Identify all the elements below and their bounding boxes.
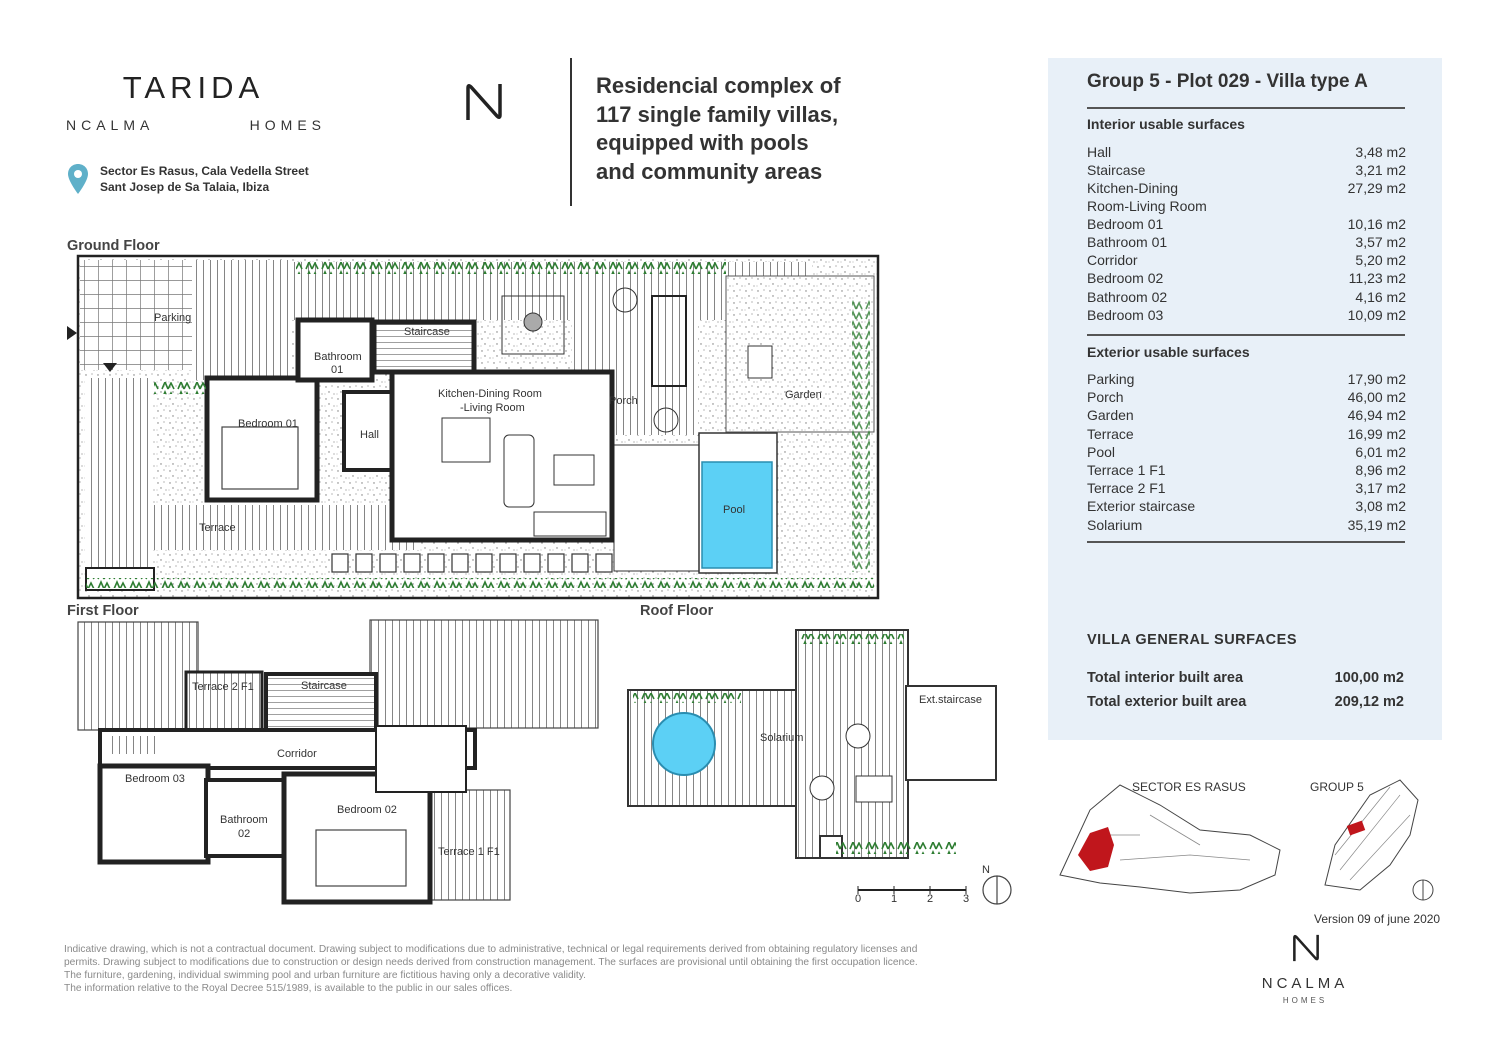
surface-value: 5,20 m2 <box>1355 252 1406 269</box>
list-item <box>1087 461 1406 479</box>
surface-label: Room-Living Room <box>1087 197 1207 214</box>
room-label: -Living Room <box>460 402 525 414</box>
room-label: Porch <box>609 395 638 407</box>
surface-label: Kitchen-Dining <box>1087 180 1179 197</box>
list-item <box>1087 443 1406 461</box>
north-compass-icon <box>983 876 1011 904</box>
disclaimer <box>64 943 964 995</box>
list-item <box>1087 479 1406 497</box>
surface-value: 16,99 m2 <box>1347 425 1406 442</box>
list-item <box>1087 179 1406 197</box>
scale-bar <box>858 886 966 894</box>
room-label: Parking <box>154 312 192 324</box>
group-map-title: GROUP 5 <box>1310 780 1364 794</box>
scale-tick-label: 2 <box>927 893 934 905</box>
surface-label: Terrace 2 F1 <box>1087 480 1166 497</box>
version-label: Version 09 of june 2020 <box>1314 912 1441 926</box>
first-floor-label: First Floor <box>67 603 139 619</box>
room-label: Terrace 1 F1 <box>438 846 500 858</box>
tagline-line: Residencial complex of <box>596 73 841 98</box>
room-label: Staircase <box>404 326 450 338</box>
surface-value: 3,08 m2 <box>1355 498 1406 515</box>
list-item <box>1087 161 1406 179</box>
brand-name: TARIDA <box>122 70 265 105</box>
roof-floor-plan <box>628 630 996 858</box>
disclaimer-line: The furniture, gardening, individual swimming pool and urban furniture are fictitious having only a decorative validity. <box>64 970 586 981</box>
list-item <box>1087 425 1406 443</box>
list-item <box>1087 690 1404 714</box>
address-line-2: Sant Josep de Sa Talaia, Ibiza <box>100 180 270 194</box>
room-label: Garden <box>785 389 822 401</box>
brand-sub-left: NCALMA <box>66 117 155 133</box>
list-item <box>1087 269 1406 287</box>
group-map <box>1325 780 1433 900</box>
general-heading: VILLA GENERAL SURFACES <box>1087 632 1297 648</box>
roof-pool-shape <box>653 713 715 775</box>
first-floor-plan <box>78 620 598 902</box>
list-item <box>1087 666 1404 690</box>
surface-value: 35,19 m2 <box>1347 516 1406 533</box>
general-list <box>1087 666 1404 714</box>
room-label: Staircase <box>301 680 347 692</box>
address-line-1: Sector Es Rasus, Cala Vedella Street <box>100 164 309 178</box>
panel-divider <box>1087 107 1405 109</box>
surface-label: Total interior built area <box>1087 670 1244 686</box>
ncalma-n-logo-icon <box>1290 932 1322 964</box>
room-label: Bedroom 03 <box>125 773 185 785</box>
surface-label: Bathroom 01 <box>1087 234 1168 251</box>
surface-value: 3,48 m2 <box>1355 144 1406 160</box>
surface-value: 3,17 m2 <box>1355 480 1406 497</box>
surface-label: Bathroom 02 <box>1087 288 1168 305</box>
list-item <box>1087 306 1406 324</box>
surface-label: Garden <box>1087 407 1134 424</box>
panel-divider <box>1087 541 1405 543</box>
roof-floor-label: Roof Floor <box>640 603 714 619</box>
disclaimer-line: permits. Drawing subject to modifications due to construction or design needs derived from construction management. The surfaces are provisional until obtaining the first occupation licence. <box>64 957 918 968</box>
list-item <box>1087 497 1406 515</box>
list-item <box>1087 370 1406 388</box>
scale-tick-label: 3 <box>963 893 970 905</box>
interior-heading: Interior usable surfaces <box>1087 116 1245 132</box>
list-item <box>1087 406 1406 424</box>
ground-floor-label: Ground Floor <box>67 238 160 254</box>
scale-tick-label: 1 <box>891 893 898 905</box>
sector-map <box>1060 785 1280 893</box>
surface-value: 3,21 m2 <box>1355 162 1406 179</box>
surface-label: Porch <box>1087 389 1124 406</box>
surface-label: Terrace 1 F1 <box>1087 462 1166 479</box>
surface-label: Bedroom 02 <box>1087 270 1164 287</box>
tagline-line: 117 single family villas, <box>596 101 839 127</box>
scale-tick-label: 0 <box>855 893 862 905</box>
surface-label: Pool <box>1087 443 1116 460</box>
surface-label: Parking <box>1087 371 1135 387</box>
surface-value: 17,90 m2 <box>1347 371 1406 387</box>
surface-value: 46,00 m2 <box>1347 389 1406 406</box>
ground-floor-plan <box>67 256 878 598</box>
surface-value: 100,00 m2 <box>1334 670 1404 686</box>
list-item <box>1087 215 1406 233</box>
exterior-list <box>1087 370 1406 534</box>
surface-label: Bedroom 01 <box>1087 215 1164 232</box>
room-label: Bedroom 01 <box>238 418 298 430</box>
surface-label: Total exterior built area <box>1087 694 1247 710</box>
list-item <box>1087 516 1406 534</box>
room-label: 02 <box>238 828 251 840</box>
surface-value: 27,29 m2 <box>1347 180 1406 197</box>
tagline-line: and community areas <box>596 158 823 184</box>
room-label: Bedroom 02 <box>337 804 397 816</box>
room-label: 01 <box>331 364 344 376</box>
disclaimer-line: The information relative to the Royal Decree 515/1989, is available to the public in our sales offices. <box>64 983 513 994</box>
surface-value: 209,12 m2 <box>1334 694 1404 710</box>
surface-value: 4,16 m2 <box>1355 288 1406 305</box>
room-label: Corridor <box>277 748 317 760</box>
room-label: Terrace <box>199 522 236 534</box>
surface-value: 46,94 m2 <box>1347 407 1406 424</box>
list-item <box>1087 288 1406 306</box>
panel-divider <box>1087 334 1405 336</box>
surface-label: Bedroom 03 <box>1087 306 1164 323</box>
tagline-line: equipped with pools <box>596 130 809 155</box>
surface-label: Exterior staircase <box>1087 498 1196 515</box>
disclaimer-line: Indicative drawing, which is not a contractual document. Drawing subject to modifications due to administrative, technical or legal requirements derived from obtaining regulatory licenses and <box>64 944 918 955</box>
list-item <box>1087 143 1406 161</box>
room-label: Terrace 2 F1 <box>192 681 254 693</box>
list-item <box>1087 388 1406 406</box>
footer-homes: HOMES <box>1282 996 1328 1005</box>
room-label: Bathroom <box>314 351 362 363</box>
room-label: Bathroom <box>220 814 268 826</box>
list-item <box>1087 197 1406 215</box>
interior-list <box>1087 143 1406 324</box>
surface-value: 11,23 m2 <box>1348 270 1406 287</box>
panel-title: Group 5 - Plot 029 - Villa type A <box>1087 71 1368 92</box>
room-label: Kitchen-Dining Room <box>438 388 542 400</box>
surface-label: Solarium <box>1087 516 1143 533</box>
surface-label: Staircase <box>1087 162 1146 179</box>
footer-logo: NCALMA <box>1261 975 1349 992</box>
room-label: Ext.staircase <box>919 694 982 706</box>
surface-label: Terrace <box>1087 425 1134 442</box>
sector-map-title: SECTOR ES RASUS <box>1132 780 1246 794</box>
room-label: Solarium <box>760 732 804 744</box>
surface-value: 10,09 m2 <box>1347 306 1406 323</box>
room-label: Hall <box>360 429 379 441</box>
surface-label: Hall <box>1087 144 1112 160</box>
surface-value: 6,01 m2 <box>1355 443 1406 460</box>
surface-value: 3,57 m2 <box>1355 234 1406 251</box>
surface-value: 8,96 m2 <box>1355 462 1406 479</box>
north-label: N <box>982 864 990 876</box>
surface-label: Corridor <box>1087 252 1138 269</box>
list-item <box>1087 251 1406 269</box>
exterior-heading: Exterior usable surfaces <box>1087 344 1250 360</box>
room-label: Pool <box>723 504 746 516</box>
site-maps <box>1050 775 1450 910</box>
list-item <box>1087 233 1406 251</box>
brand-sub-right: HOMES <box>249 117 326 133</box>
surface-value: 10,16 m2 <box>1347 215 1406 232</box>
